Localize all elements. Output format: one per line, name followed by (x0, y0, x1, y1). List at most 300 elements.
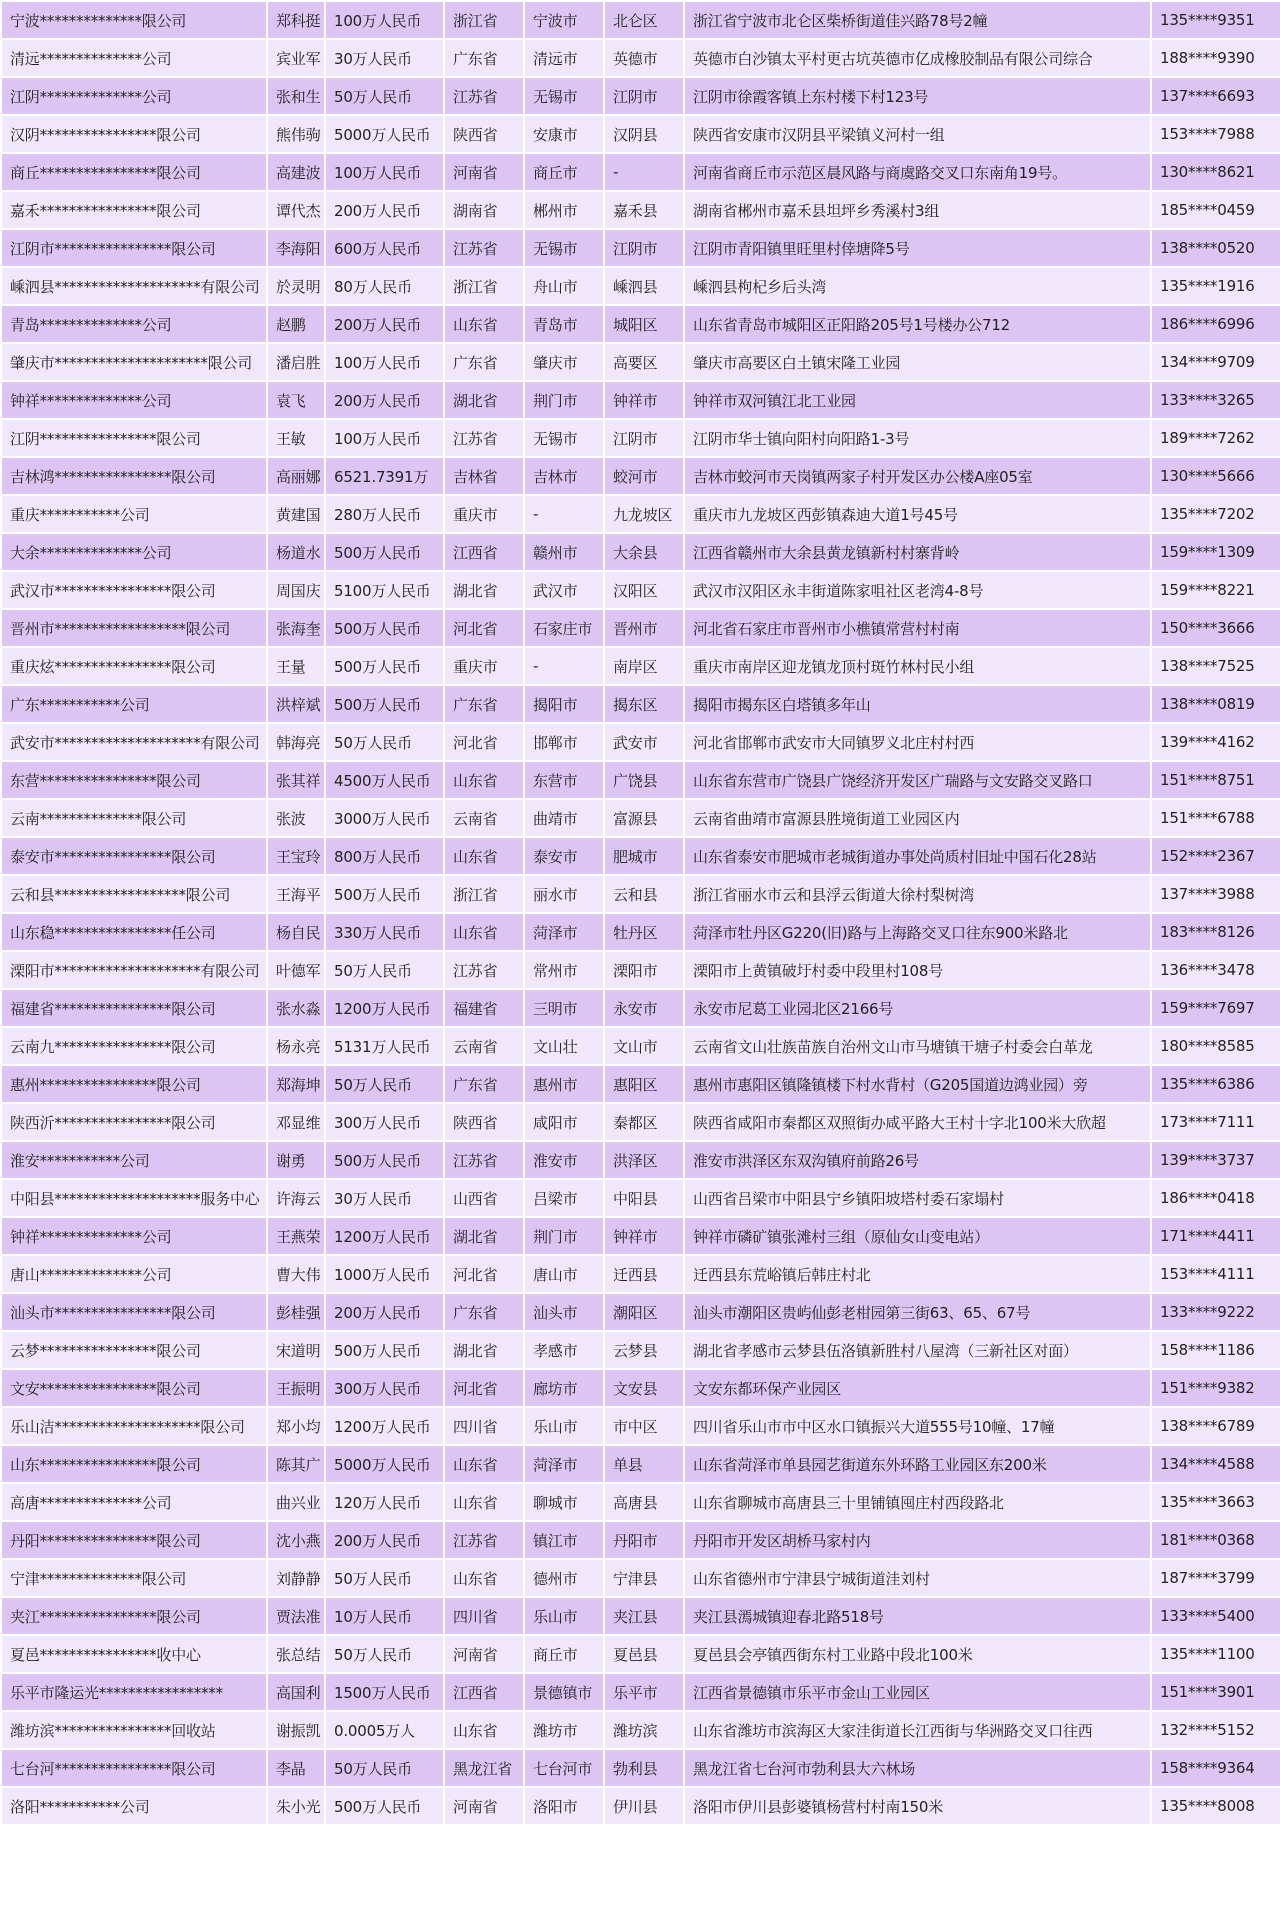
company-name-cell: 云南**************限公司 (2, 800, 266, 836)
district-cell: 英德市 (605, 40, 683, 76)
table-row (2, 1104, 1280, 1140)
city-cell: 孝感市 (525, 1332, 603, 1368)
table-row (2, 268, 1280, 304)
district-cell: 宁津县 (605, 1560, 683, 1596)
address-cell: 山东省德州市宁津县宁城街道洼刘村 (685, 1560, 1150, 1596)
company-name-cell: 乐山洁********************限公司 (2, 1408, 266, 1444)
registered-capital-cell: 100万人民币 (326, 420, 443, 456)
table-row (2, 952, 1280, 988)
legal-person-cell: 周国庆 (268, 572, 324, 608)
legal-person-cell: 郑科挺 (268, 2, 324, 38)
address-cell: 汕头市潮阳区贵屿仙彭老柑园第三街63、65、67号 (685, 1294, 1150, 1330)
company-name-cell: 晋州市******************限公司 (2, 610, 266, 646)
province-cell: 浙江省 (445, 876, 523, 912)
district-cell: 单县 (605, 1446, 683, 1482)
company-name-cell: 泰安市****************限公司 (2, 838, 266, 874)
phone-cell: 135****8008 (1152, 1788, 1280, 1824)
company-name-cell: 重庆***********公司 (2, 496, 266, 532)
table-row (2, 1294, 1280, 1330)
table-row (2, 724, 1280, 760)
phone-cell: 183****8126 (1152, 914, 1280, 950)
city-cell: 吉林市 (525, 458, 603, 494)
phone-cell: 132****5152 (1152, 1712, 1280, 1748)
phone-cell: 171****4411 (1152, 1218, 1280, 1254)
legal-person-cell: 王量 (268, 648, 324, 684)
district-cell: 江阴市 (605, 78, 683, 114)
city-cell: 曲靖市 (525, 800, 603, 836)
province-cell: 河北省 (445, 1256, 523, 1292)
phone-cell: 135****7202 (1152, 496, 1280, 532)
company-name-cell: 云南九****************限公司 (2, 1028, 266, 1064)
city-cell: 德州市 (525, 1560, 603, 1596)
table-row (2, 1712, 1280, 1748)
province-cell: 江西省 (445, 1674, 523, 1710)
registered-capital-cell: 500万人民币 (326, 1142, 443, 1178)
phone-cell: 186****6996 (1152, 306, 1280, 342)
table-row (2, 762, 1280, 798)
phone-cell: 185****0459 (1152, 192, 1280, 228)
address-cell: 溧阳市上黄镇破圩村委中段里村108号 (685, 952, 1150, 988)
company-name-cell: 乐平市隆运光***************** (2, 1674, 266, 1710)
province-cell: 江苏省 (445, 1142, 523, 1178)
company-name-cell: 嘉禾****************限公司 (2, 192, 266, 228)
city-cell: 镇江市 (525, 1522, 603, 1558)
registered-capital-cell: 300万人民币 (326, 1104, 443, 1140)
phone-cell: 133****5400 (1152, 1598, 1280, 1634)
company-name-cell: 溧阳市********************有限公司 (2, 952, 266, 988)
table-row (2, 1332, 1280, 1368)
legal-person-cell: 潘启胜 (268, 344, 324, 380)
address-cell: 湖南省郴州市嘉禾县坦坪乡秀溪村3组 (685, 192, 1150, 228)
registered-capital-cell: 500万人民币 (326, 610, 443, 646)
address-cell: 山东省青岛市城阳区正阳路205号1号楼办公712 (685, 306, 1150, 342)
phone-cell: 151****8751 (1152, 762, 1280, 798)
legal-person-cell: 王海平 (268, 876, 324, 912)
company-name-cell: 吉林鸿****************限公司 (2, 458, 266, 494)
company-name-cell: 汕头市****************限公司 (2, 1294, 266, 1330)
legal-person-cell: 张海奎 (268, 610, 324, 646)
city-cell: 咸阳市 (525, 1104, 603, 1140)
address-cell: 吉林市蛟河市天岗镇两家子村开发区办公楼A座05室 (685, 458, 1150, 494)
province-cell: 重庆市 (445, 496, 523, 532)
province-cell: 广东省 (445, 1294, 523, 1330)
address-cell: 浙江省宁波市北仑区柴桥街道佳兴路78号2幢 (685, 2, 1150, 38)
legal-person-cell: 张总结 (268, 1636, 324, 1672)
legal-person-cell: 杨永亮 (268, 1028, 324, 1064)
district-cell: 钟祥市 (605, 1218, 683, 1254)
company-name-cell: 福建省****************限公司 (2, 990, 266, 1026)
address-cell: 湖北省孝感市云梦县伍洛镇新胜村八屋湾（三新社区对面） (685, 1332, 1150, 1368)
registered-capital-cell: 200万人民币 (326, 192, 443, 228)
registered-capital-cell: 1500万人民币 (326, 1674, 443, 1710)
table-row (2, 306, 1280, 342)
legal-person-cell: 王燕荣 (268, 1218, 324, 1254)
company-name-cell: 夏邑****************收中心 (2, 1636, 266, 1672)
registered-capital-cell: 330万人民币 (326, 914, 443, 950)
table-row (2, 990, 1280, 1026)
legal-person-cell: 叶德军 (268, 952, 324, 988)
registered-capital-cell: 120万人民币 (326, 1484, 443, 1520)
registered-capital-cell: 10万人民币 (326, 1598, 443, 1634)
province-cell: 浙江省 (445, 268, 523, 304)
district-cell: 云梦县 (605, 1332, 683, 1368)
table-row (2, 648, 1280, 684)
legal-person-cell: 高丽娜 (268, 458, 324, 494)
city-cell: 青岛市 (525, 306, 603, 342)
province-cell: 山东省 (445, 1446, 523, 1482)
legal-person-cell: 邓显维 (268, 1104, 324, 1140)
address-cell: 江西省赣州市大余县黄龙镇新村村寨背岭 (685, 534, 1150, 570)
address-cell: 钟祥市磷矿镇张滩村三组（原仙女山变电站） (685, 1218, 1150, 1254)
legal-person-cell: 沈小燕 (268, 1522, 324, 1558)
phone-cell: 137****6693 (1152, 78, 1280, 114)
legal-person-cell: 李海阳 (268, 230, 324, 266)
company-name-cell: 丹阳****************限公司 (2, 1522, 266, 1558)
district-cell: 勃利县 (605, 1750, 683, 1786)
province-cell: 江苏省 (445, 78, 523, 114)
district-cell: 夹江县 (605, 1598, 683, 1634)
phone-cell: 158****9364 (1152, 1750, 1280, 1786)
registered-capital-cell: 50万人民币 (326, 952, 443, 988)
province-cell: 山东省 (445, 838, 523, 874)
address-cell: 洛阳市伊川县彭婆镇杨营村村南150米 (685, 1788, 1150, 1824)
address-cell: 重庆市九龙坡区西彭镇森迪大道1号45号 (685, 496, 1150, 532)
registered-capital-cell: 500万人民币 (326, 876, 443, 912)
registered-capital-cell: 300万人民币 (326, 1370, 443, 1406)
province-cell: 江苏省 (445, 230, 523, 266)
registered-capital-cell: 4500万人民币 (326, 762, 443, 798)
province-cell: 广东省 (445, 1066, 523, 1102)
table-row (2, 1142, 1280, 1178)
province-cell: 河南省 (445, 1788, 523, 1824)
legal-person-cell: 贾法准 (268, 1598, 324, 1634)
city-cell: 肇庆市 (525, 344, 603, 380)
registered-capital-cell: 280万人民币 (326, 496, 443, 532)
table-row (2, 496, 1280, 532)
city-cell: 乐山市 (525, 1408, 603, 1444)
province-cell: 河北省 (445, 610, 523, 646)
legal-person-cell: 曲兴业 (268, 1484, 324, 1520)
table-row (2, 2, 1280, 38)
phone-cell: 158****1186 (1152, 1332, 1280, 1368)
city-cell: 七台河市 (525, 1750, 603, 1786)
province-cell: 湖北省 (445, 572, 523, 608)
table-row (2, 1408, 1280, 1444)
phone-cell: 187****3799 (1152, 1560, 1280, 1596)
province-cell: 陕西省 (445, 116, 523, 152)
city-cell: 洛阳市 (525, 1788, 603, 1824)
registered-capital-cell: 200万人民币 (326, 1294, 443, 1330)
registered-capital-cell: 200万人民币 (326, 306, 443, 342)
registered-capital-cell: 500万人民币 (326, 648, 443, 684)
registered-capital-cell: 80万人民币 (326, 268, 443, 304)
legal-person-cell: 袁飞 (268, 382, 324, 418)
city-cell: 宁波市 (525, 2, 603, 38)
registered-capital-cell: 500万人民币 (326, 534, 443, 570)
company-name-cell: 潍坊滨****************回收站 (2, 1712, 266, 1748)
city-cell: 吕梁市 (525, 1180, 603, 1216)
phone-cell: 139****4162 (1152, 724, 1280, 760)
city-cell: 文山壮 (525, 1028, 603, 1064)
phone-cell: 135****6386 (1152, 1066, 1280, 1102)
city-cell: 惠州市 (525, 1066, 603, 1102)
table-row (2, 1598, 1280, 1634)
address-cell: 江阴市华士镇向阳村向阳路1-3号 (685, 420, 1150, 456)
district-cell: 惠阳区 (605, 1066, 683, 1102)
registered-capital-cell: 5131万人民币 (326, 1028, 443, 1064)
registered-capital-cell: 100万人民币 (326, 344, 443, 380)
province-cell: 山东省 (445, 914, 523, 950)
district-cell: 溧阳市 (605, 952, 683, 988)
registered-capital-cell: 0.0005万人 (326, 1712, 443, 1748)
table-row (2, 800, 1280, 836)
phone-cell: 135****1916 (1152, 268, 1280, 304)
city-cell: 常州市 (525, 952, 603, 988)
company-name-cell: 东营****************限公司 (2, 762, 266, 798)
phone-cell: 133****3265 (1152, 382, 1280, 418)
phone-cell: 151****3901 (1152, 1674, 1280, 1710)
district-cell: 北仑区 (605, 2, 683, 38)
province-cell: 广东省 (445, 686, 523, 722)
city-cell: 荆门市 (525, 1218, 603, 1254)
phone-cell: 151****9382 (1152, 1370, 1280, 1406)
phone-cell: 186****0418 (1152, 1180, 1280, 1216)
province-cell: 云南省 (445, 800, 523, 836)
legal-person-cell: 宋道明 (268, 1332, 324, 1368)
province-cell: 河北省 (445, 724, 523, 760)
registered-capital-cell: 3000万人民币 (326, 800, 443, 836)
company-name-cell: 商丘****************限公司 (2, 154, 266, 190)
address-cell: 钟祥市双河镇江北工业园 (685, 382, 1150, 418)
legal-person-cell: 张水淼 (268, 990, 324, 1026)
legal-person-cell: 王宝玲 (268, 838, 324, 874)
table-row (2, 1066, 1280, 1102)
address-cell: 山东省菏泽市单县园艺街道东外环路工业园区东200米 (685, 1446, 1150, 1482)
district-cell: 潮阳区 (605, 1294, 683, 1330)
registered-capital-cell: 200万人民币 (326, 382, 443, 418)
address-cell: 肇庆市高要区白土镇宋隆工业园 (685, 344, 1150, 380)
company-name-cell: 山东稳****************任公司 (2, 914, 266, 950)
city-cell: 无锡市 (525, 230, 603, 266)
registered-capital-cell: 1200万人民币 (326, 990, 443, 1026)
company-name-cell: 陕西沂****************限公司 (2, 1104, 266, 1140)
registered-capital-cell: 500万人民币 (326, 686, 443, 722)
phone-cell: 150****3666 (1152, 610, 1280, 646)
city-cell: 淮安市 (525, 1142, 603, 1178)
address-cell: 河北省石家庄市晋州市小樵镇常营村村南 (685, 610, 1150, 646)
table-row (2, 534, 1280, 570)
legal-person-cell: 谢勇 (268, 1142, 324, 1178)
city-cell: 邯郸市 (525, 724, 603, 760)
district-cell: 秦都区 (605, 1104, 683, 1140)
company-name-cell: 江阴市****************限公司 (2, 230, 266, 266)
phone-cell: 159****1309 (1152, 534, 1280, 570)
company-name-cell: 重庆炫****************限公司 (2, 648, 266, 684)
city-cell: - (525, 496, 603, 532)
city-cell: 商丘市 (525, 1636, 603, 1672)
city-cell: 菏泽市 (525, 914, 603, 950)
registered-capital-cell: 50万人民币 (326, 78, 443, 114)
province-cell: 福建省 (445, 990, 523, 1026)
address-cell: 江阴市青阳镇里旺里村倖塘降5号 (685, 230, 1150, 266)
registered-capital-cell: 5000万人民币 (326, 116, 443, 152)
registered-capital-cell: 1200万人民币 (326, 1218, 443, 1254)
province-cell: 河南省 (445, 1636, 523, 1672)
district-cell: 伊川县 (605, 1788, 683, 1824)
city-cell: 清远市 (525, 40, 603, 76)
district-cell: 文安县 (605, 1370, 683, 1406)
district-cell: 中阳县 (605, 1180, 683, 1216)
legal-person-cell: 张和生 (268, 78, 324, 114)
company-name-cell: 汉阴****************限公司 (2, 116, 266, 152)
address-cell: 河南省商丘市示范区晨风路与商虞路交叉口东南角19号。 (685, 154, 1150, 190)
company-name-cell: 文安****************限公司 (2, 1370, 266, 1406)
address-cell: 江阴市徐霞客镇上东村楼下村123号 (685, 78, 1150, 114)
city-cell: 聊城市 (525, 1484, 603, 1520)
district-cell: 晋州市 (605, 610, 683, 646)
registered-capital-cell: 30万人民币 (326, 40, 443, 76)
records-body (2, 2, 1280, 1824)
district-cell: 钟祥市 (605, 382, 683, 418)
phone-cell: 159****7697 (1152, 990, 1280, 1026)
district-cell: 文山市 (605, 1028, 683, 1064)
province-cell: 湖北省 (445, 382, 523, 418)
phone-cell: 181****0368 (1152, 1522, 1280, 1558)
company-name-cell: 大余**************公司 (2, 534, 266, 570)
table-row (2, 1674, 1280, 1710)
address-cell: 云南省文山壮族苗族自治州文山市马塘镇干塘子村委会白革龙 (685, 1028, 1150, 1064)
address-cell: 迁西县东荒峪镇后韩庄村北 (685, 1256, 1150, 1292)
legal-person-cell: 韩海亮 (268, 724, 324, 760)
district-cell: 云和县 (605, 876, 683, 912)
company-name-cell: 钟祥**************公司 (2, 382, 266, 418)
legal-person-cell: 陈其广 (268, 1446, 324, 1482)
legal-person-cell: 王振明 (268, 1370, 324, 1406)
province-cell: 重庆市 (445, 648, 523, 684)
legal-person-cell: 谢振凯 (268, 1712, 324, 1748)
legal-person-cell: 杨道水 (268, 534, 324, 570)
city-cell: 无锡市 (525, 420, 603, 456)
registered-capital-cell: 100万人民币 (326, 2, 443, 38)
province-cell: 江苏省 (445, 420, 523, 456)
phone-cell: 159****8221 (1152, 572, 1280, 608)
company-name-cell: 山东****************限公司 (2, 1446, 266, 1482)
province-cell: 四川省 (445, 1598, 523, 1634)
table-row (2, 686, 1280, 722)
company-name-cell: 夹江****************限公司 (2, 1598, 266, 1634)
province-cell: 广东省 (445, 40, 523, 76)
city-cell: 武汉市 (525, 572, 603, 608)
district-cell: 洪泽区 (605, 1142, 683, 1178)
legal-person-cell: 高建波 (268, 154, 324, 190)
address-cell: 浙江省丽水市云和县浮云街道大徐村梨树湾 (685, 876, 1150, 912)
table-row (2, 610, 1280, 646)
phone-cell: 134****4588 (1152, 1446, 1280, 1482)
province-cell: 湖南省 (445, 192, 523, 228)
table-row (2, 230, 1280, 266)
legal-person-cell: 洪梓斌 (268, 686, 324, 722)
company-name-cell: 青岛**************公司 (2, 306, 266, 342)
city-cell: 赣州市 (525, 534, 603, 570)
company-name-cell: 武安市********************有限公司 (2, 724, 266, 760)
phone-cell: 137****3988 (1152, 876, 1280, 912)
province-cell: 山东省 (445, 762, 523, 798)
registered-capital-cell: 50万人民币 (326, 1560, 443, 1596)
province-cell: 山东省 (445, 1484, 523, 1520)
legal-person-cell: 郑海坤 (268, 1066, 324, 1102)
address-cell: 陕西省安康市汉阴县平梁镇义河村一组 (685, 116, 1150, 152)
phone-cell: 138****0520 (1152, 230, 1280, 266)
registered-capital-cell: 5000万人民币 (326, 1446, 443, 1482)
address-cell: 武汉市汉阳区永丰街道陈家咀社区老湾4-8号 (685, 572, 1150, 608)
city-cell: 揭阳市 (525, 686, 603, 722)
address-cell: 淮安市洪泽区东双沟镇府前路26号 (685, 1142, 1150, 1178)
company-name-cell: 宁波**************限公司 (2, 2, 266, 38)
city-cell: 东营市 (525, 762, 603, 798)
table-row (2, 40, 1280, 76)
city-cell: 安康市 (525, 116, 603, 152)
city-cell: 石家庄市 (525, 610, 603, 646)
district-cell: 牡丹区 (605, 914, 683, 950)
city-cell: 景德镇市 (525, 1674, 603, 1710)
registered-capital-cell: 50万人民币 (326, 1066, 443, 1102)
table-row (2, 1484, 1280, 1520)
district-cell: 汉阳区 (605, 572, 683, 608)
province-cell: 河北省 (445, 1370, 523, 1406)
district-cell: 潍坊滨 (605, 1712, 683, 1748)
legal-person-cell: 李晶 (268, 1750, 324, 1786)
district-cell: 迁西县 (605, 1256, 683, 1292)
district-cell: 城阳区 (605, 306, 683, 342)
registered-capital-cell: 50万人民币 (326, 1636, 443, 1672)
phone-cell: 130****8621 (1152, 154, 1280, 190)
address-cell: 重庆市南岸区迎龙镇龙顶村斑竹林村民小组 (685, 648, 1150, 684)
registered-capital-cell: 1000万人民币 (326, 1256, 443, 1292)
province-cell: 湖北省 (445, 1218, 523, 1254)
registered-capital-cell: 1200万人民币 (326, 1408, 443, 1444)
city-cell: 廊坊市 (525, 1370, 603, 1406)
table-row (2, 420, 1280, 456)
district-cell: 揭东区 (605, 686, 683, 722)
city-cell: 商丘市 (525, 154, 603, 190)
table-row (2, 1028, 1280, 1064)
province-cell: 湖北省 (445, 1332, 523, 1368)
table-row (2, 1446, 1280, 1482)
district-cell: 高唐县 (605, 1484, 683, 1520)
province-cell: 山东省 (445, 1560, 523, 1596)
phone-cell: 134****9709 (1152, 344, 1280, 380)
company-name-cell: 淮安***********公司 (2, 1142, 266, 1178)
province-cell: 江苏省 (445, 1522, 523, 1558)
province-cell: 河南省 (445, 154, 523, 190)
district-cell: 江阴市 (605, 230, 683, 266)
phone-cell: 153****7988 (1152, 116, 1280, 152)
address-cell: 陕西省咸阳市秦都区双照街办咸平路大王村十字北100米大欣超 (685, 1104, 1150, 1140)
legal-person-cell: 赵鹏 (268, 306, 324, 342)
company-name-cell: 云梦****************限公司 (2, 1332, 266, 1368)
address-cell: 黑龙江省七台河市勃利县大六林场 (685, 1750, 1150, 1786)
company-name-cell: 嵊泗县********************有限公司 (2, 268, 266, 304)
legal-person-cell: 许海云 (268, 1180, 324, 1216)
registered-capital-cell: 50万人民币 (326, 724, 443, 760)
address-cell: 山东省聊城市高唐县三十里铺镇囤庄村西段路北 (685, 1484, 1150, 1520)
city-cell: 乐山市 (525, 1598, 603, 1634)
city-cell: 舟山市 (525, 268, 603, 304)
registered-capital-cell: 5100万人民币 (326, 572, 443, 608)
address-cell: 夏邑县会亭镇西街东村工业路中段北100米 (685, 1636, 1150, 1672)
company-name-cell: 宁津**************限公司 (2, 1560, 266, 1596)
address-cell: 菏泽市牡丹区G220(旧)路与上海路交叉口往东900米路北 (685, 914, 1150, 950)
